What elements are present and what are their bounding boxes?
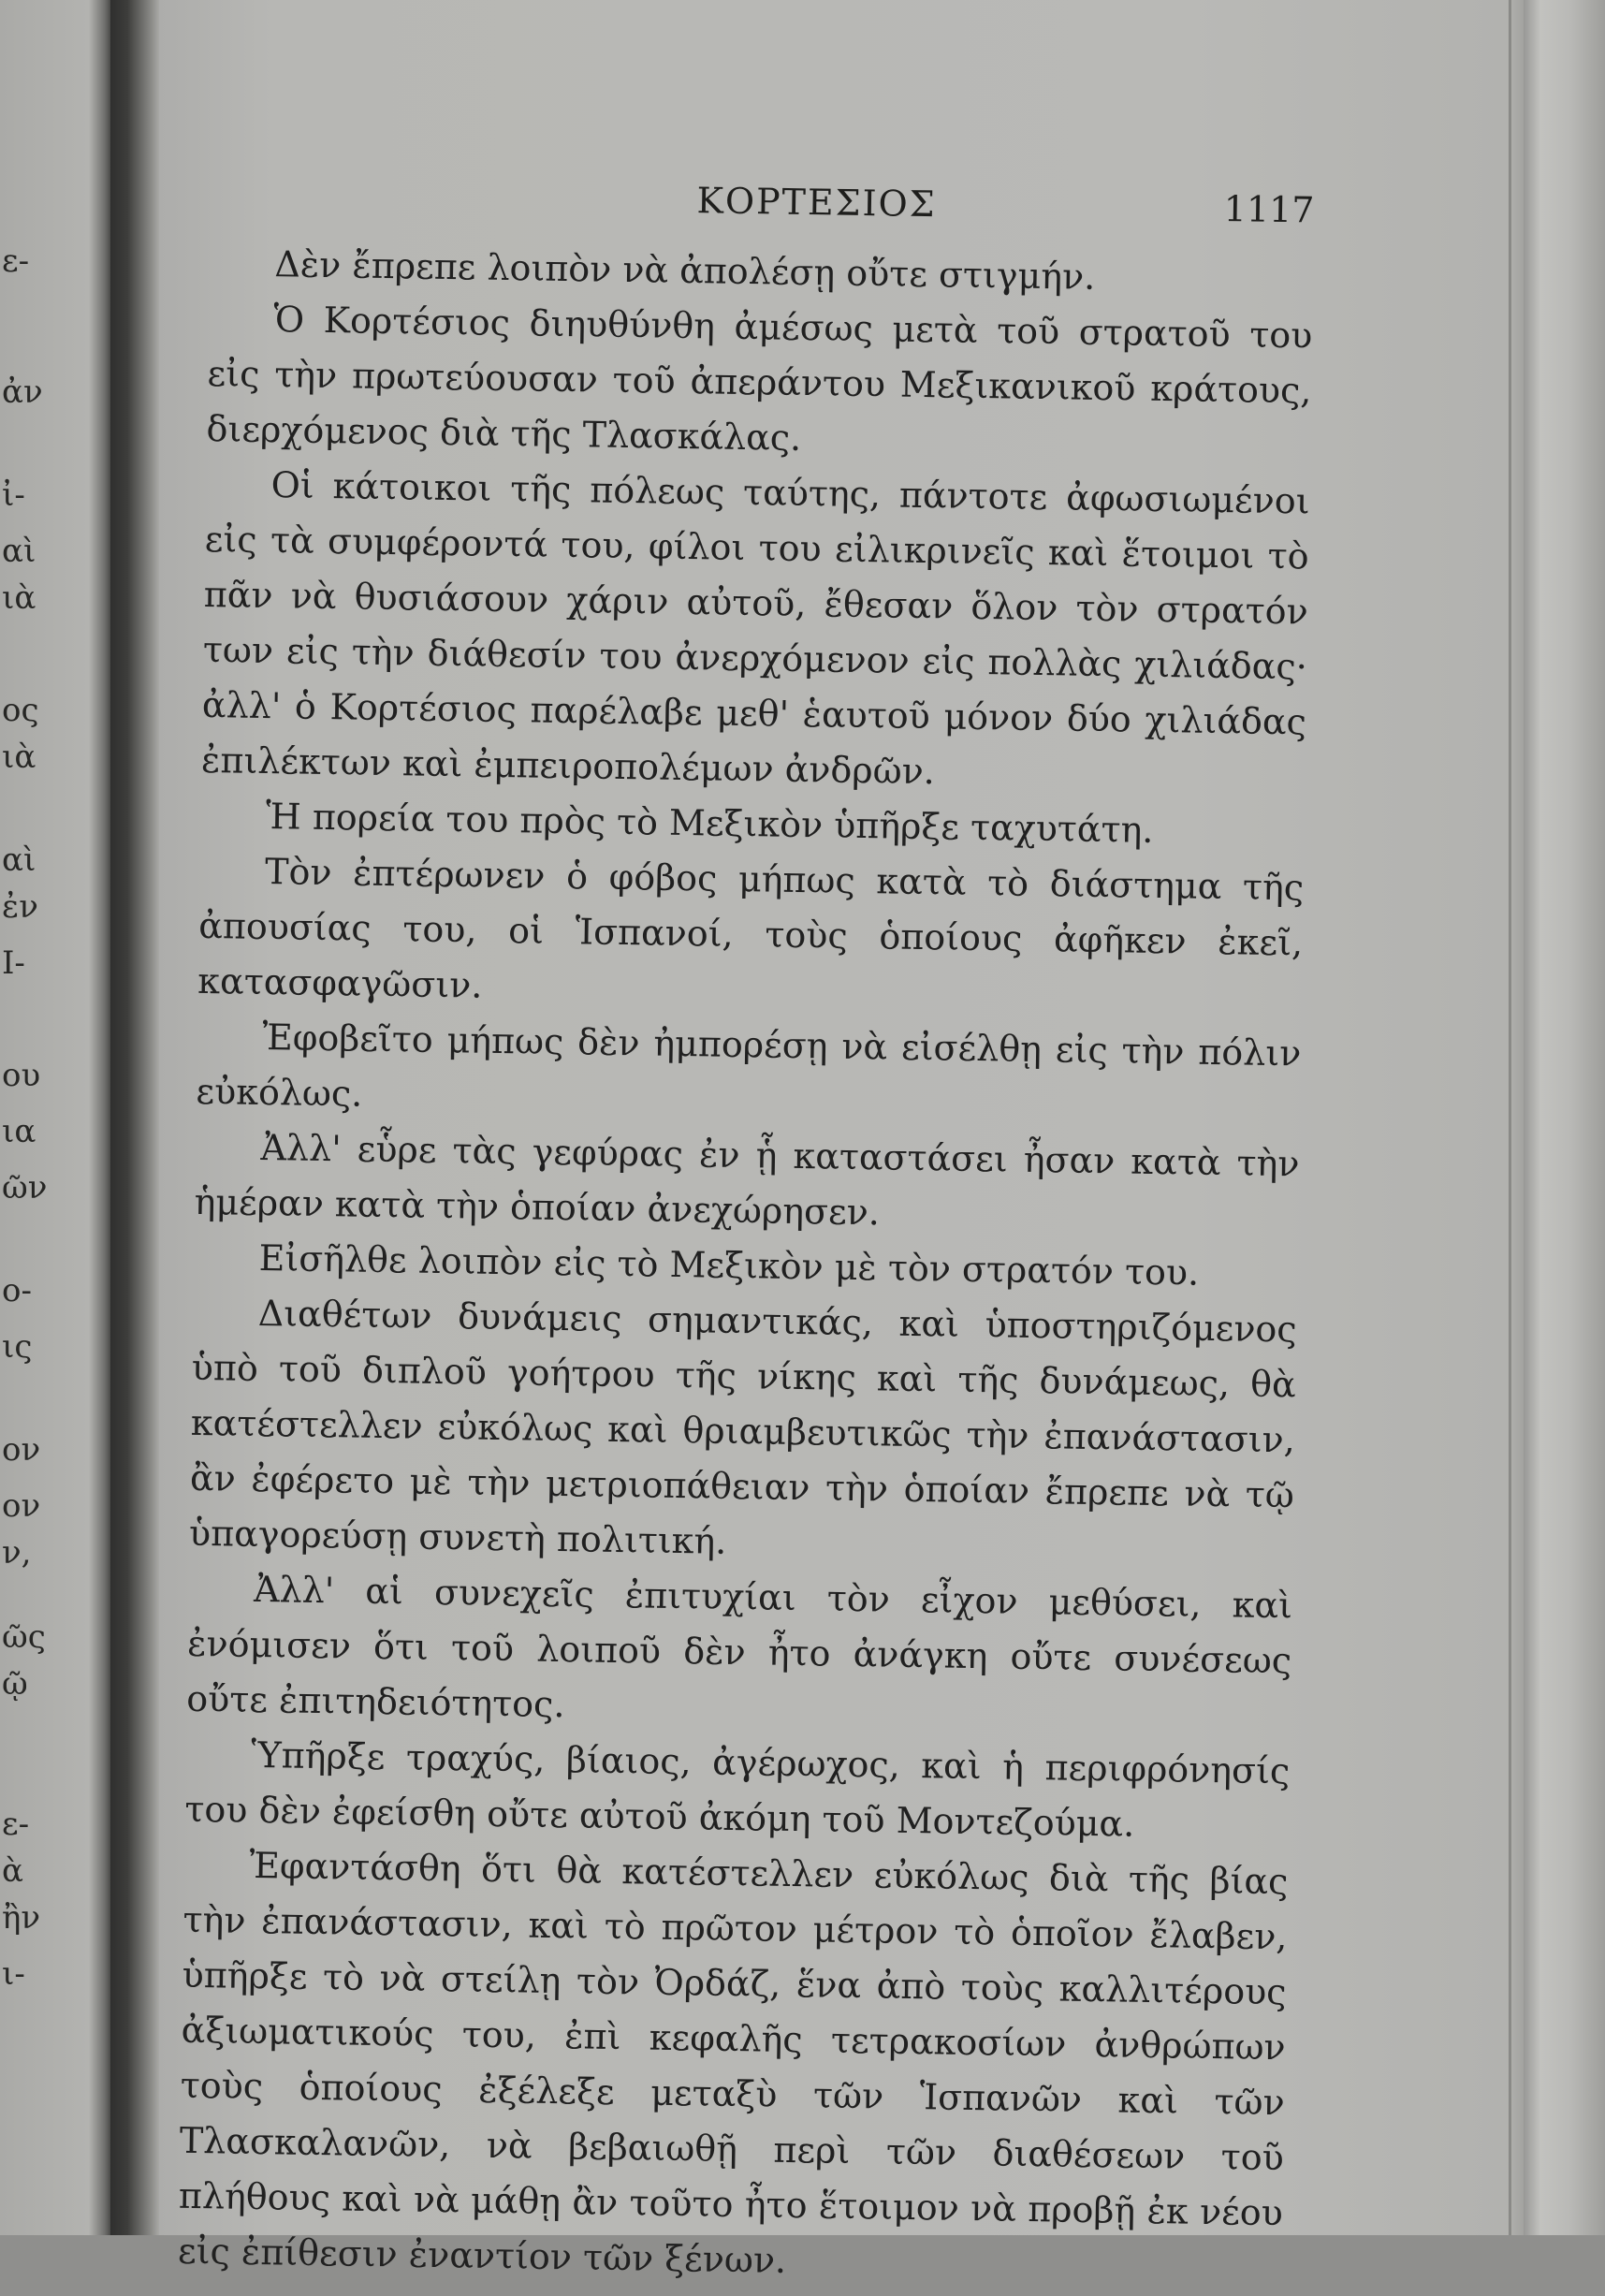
book-page: [159, 0, 1524, 2281]
paragraph: Ἐφοβεῖτο μήπως δὲν ἠμπορέσῃ νὰ εἰσέλθῃ εἰς τὴν πόλιν εὐκόλως.: [196, 1016, 1302, 1115]
page-title: ΚΟΡΤΕΣΙΟΣ: [696, 180, 937, 226]
left-page-fragment: ιὰ: [2, 739, 36, 776]
paragraph: Ὁ Κορτέσιος διηυθύνθη ἀμέσως μετὰ τοῦ στρατοῦ του εἰς τὴν πρωτεύουσαν τοῦ ἀπεράντου Μεξικανικοῦ κράτους, διερχόμενος διὰ τῆς Τλασκάλας.: [206, 299, 1313, 459]
book-gutter: [110, 0, 159, 2235]
previous-page-fragments: [0, 0, 94, 2235]
left-page-fragment: ἐν: [2, 888, 38, 926]
paragraph: Διαθέτων δυνάμεις σημαντικάς, καὶ ὑποστηριζόμενος ὑπὸ τοῦ διπλοῦ γοήτρου τῆς νίκης καὶ τῆς δυνάμεως, θὰ κατέστελλεν εὐκόλως καὶ θριαμβευτικῶς τὴν ἐπανάστασιν, ἂν ἐφέρετο μὲ τὴν μετριοπάθειαν τὴν ὁποίαν ἔπρεπε νὰ τῷ ὑπαγορεύσῃ συνετὴ πολιτική.: [188, 1292, 1298, 1562]
left-page-fragment: ο-: [2, 1272, 32, 1309]
left-page-fragment: αὶ: [2, 533, 36, 570]
paragraph: Ἀλλ' εὗρε τὰς γεφύρας ἐν ᾗ καταστάσει ἦσαν κατὰ τὴν ἡμέραν κατὰ τὴν ὁποίαν ἀνεχώρησεν.: [194, 1126, 1300, 1234]
running-head: [210, 168, 1315, 233]
left-page-fragment: ιὰ: [2, 579, 36, 617]
paragraph: Ἐφαντάσθη ὅτι θὰ κατέστελλεν εὐκόλως διὰ τῆς βίας τὴν ἐπανάστασιν, καὶ τὸ πρῶτον μέτρον τὸ ὁποῖον ἔλαβεν, ὑπῆρξε τὸ νὰ στείλῃ τὸν Ὀρδάζ, ἕνα ἀπὸ τοὺς καλλιτέρους ἀξιωματικούς του, ἐπὶ κεφαλῆς τετρακοσίων ἀνθρώπων τοὺς ὁποίους ἐξέλεξε μεταξὺ τῶν Ἱσπανῶν καὶ τῶν Τλασκαλανῶν, νὰ βεβαιωθῇ περὶ τῶν διαθέσεων τοῦ πλήθους καὶ νὰ μάθῃ ἂν τοῦτο ἦτο ἕτοιμον νὰ προβῇ ἐκ νέου εἰς ἐπίθεσιν ἐναντίον τῶν ξένων.: [177, 1844, 1289, 2281]
left-page-fragment: ὰ: [2, 1852, 23, 1890]
left-page-fragment: ἰ-: [2, 476, 25, 514]
paragraph: Δὲν ἔπρεπε λοιπὸν νὰ ἀπολέσῃ οὔτε στιγμήν.: [274, 243, 1096, 298]
left-page-fragment: ι-: [2, 1955, 25, 1993]
body-text: [178, 236, 1314, 2296]
page-content: [177, 168, 1315, 2281]
paragraph: Ἡ πορεία του πρὸς τὸ Μεξικὸν ὑπῆρξε ταχυτάτη.: [265, 796, 1154, 851]
next-page-edge: [1524, 0, 1605, 2235]
paragraph: Ἀλλ' αἱ συνεχεῖς ἐπιτυχίαι τὸν εἶχον μεθύσει, καὶ ἐνόμισεν ὅτι τοῦ λοιποῦ δὲν ἦτο ἀνάγκη οὔτε συνέσεως οὔτε ἐπιτηδειότητος.: [185, 1568, 1293, 1726]
paragraph: Ὑπῆρξε τραχύς, βίαιος, ἀγέρωχος, καὶ ἡ περιφρόνησίς του δὲν ἐφείσθη οὔτε αὐτοῦ ἀκόμη τοῦ Μοντεζούμα.: [184, 1733, 1291, 1845]
page-edge-shadow: [1509, 0, 1511, 2235]
left-page-fragment: ῶς: [2, 1618, 46, 1656]
left-page-fragment: ἢν: [2, 1899, 41, 1937]
left-page-fragment: Ι-: [2, 944, 25, 982]
left-page-fragment: ν,: [2, 1534, 32, 1572]
left-page-fragment: ον: [2, 1431, 41, 1469]
left-page-fragment: ἀν: [2, 373, 43, 411]
left-page-fragment: ῶν: [2, 1169, 48, 1206]
left-page-fragment: ος: [2, 692, 39, 729]
page-number: 1117: [1223, 188, 1315, 231]
paragraph: Εἰσῆλθε λοιπὸν εἰς τὸ Μεξικὸν μὲ τὸν στρατόν του.: [258, 1236, 1200, 1294]
paragraph: Τὸν ἐπτέρωνεν ὁ φόβος μήπως κατὰ τὸ διάστημα τῆς ἀπουσίας του, οἱ Ἱσπανοί, τοὺς ὁποίους ἀφῆκεν ἐκεῖ, κατασφαγῶσιν.: [197, 851, 1305, 1006]
left-page-fragment: ια: [2, 1113, 36, 1150]
left-page-fragment: ου: [2, 1057, 41, 1094]
left-page-fragment: ον: [2, 1487, 41, 1525]
left-page-fragment: ε-: [2, 1806, 30, 1843]
left-page-fragment: ις: [2, 1328, 33, 1366]
left-page-fragment: ε-: [2, 242, 30, 280]
left-page-fragment: ῷ: [2, 1665, 28, 1703]
paragraph: Οἱ κάτοικοι τῆς πόλεως ταύτης, πάντοτε ἀφωσιωμένοι εἰς τὰ συμφέροντά του, φίλοι του εἰλικρινεῖς καὶ ἕτοιμοι τὸ πᾶν νὰ θυσιάσουν χάριν αὐτοῦ, ἔθεσαν ὅλον τὸν στρατόν των εἰς τὴν διάθεσίν του ἀνερχόμενον εἰς πολλὰς χιλιάδας· ἀλλ' ὁ Κορτέσιος παρέλαβε μεθ' ἑαυτοῦ μόνον δύο χιλιάδας ἐπιλέκτων καὶ ἐμπειροπολέμων ἀνδρῶν.: [200, 464, 1310, 793]
left-page-fragment: αὶ: [2, 841, 36, 879]
